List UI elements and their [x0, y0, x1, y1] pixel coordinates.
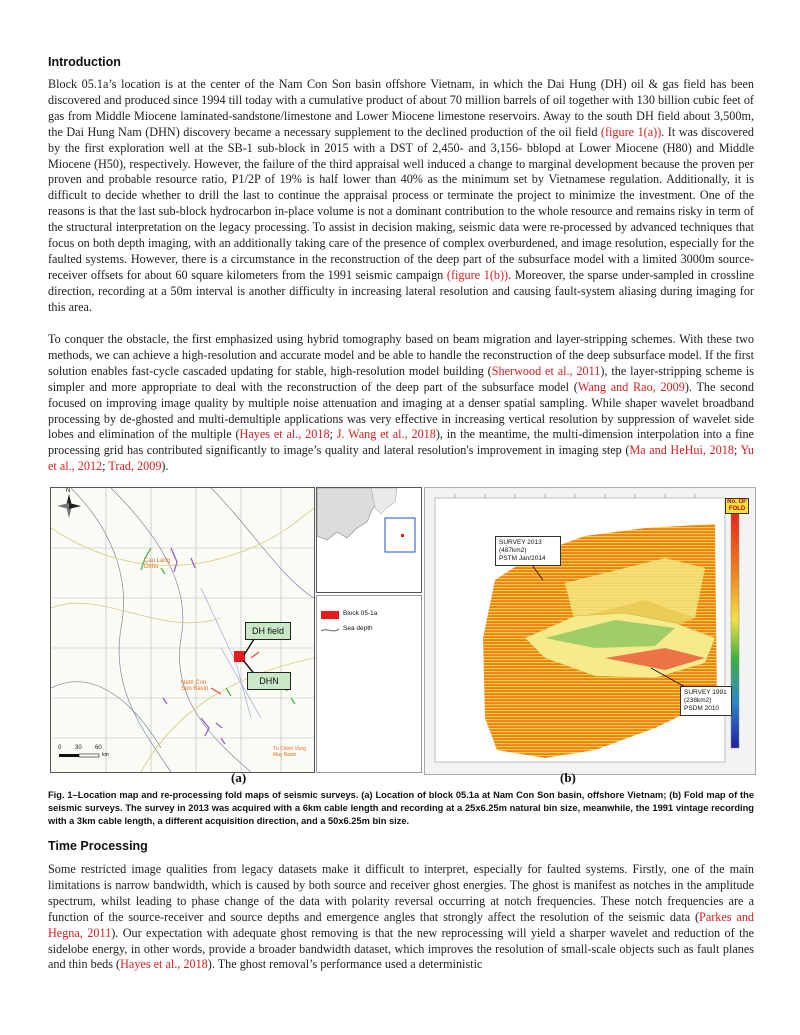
- fold-map: [424, 487, 756, 775]
- text-run: ). Our expectation with adequate ghost removing is that the new reprocessing will yield a sharper wavelet and reduction of the sidelobe energy, in other words, provide a broader bandwidth dataset, which improves the resolution of small-scale objects such as fault planes and thin beds (: [48, 925, 754, 972]
- text-run: ;: [102, 459, 109, 474]
- text-run: ;: [329, 427, 337, 442]
- time-processing-paragraph: [48, 862, 754, 973]
- text-run: ), in the meantime, the multi-dimension interpolation into a fine processing grid has contributed significantly to image’s quality and lateral resolution's improvement in imaging step (: [48, 427, 754, 458]
- figure-ref-1b[interactable]: (figure 1(b)): [446, 267, 509, 282]
- scale-label-60: 60: [95, 745, 102, 751]
- panel-b-label: (b): [560, 770, 576, 785]
- dh-field-label: DH field: [245, 622, 291, 640]
- north-label: N: [66, 488, 71, 494]
- survey-1991-line-3: PSDM 2010: [684, 705, 720, 712]
- survey-1991-line-2: (238km2): [684, 697, 712, 704]
- text-run: Block 05.1a’s location is at the center of the Nam Con Son basin offshore Vietnam, in which the Dai Hung (DH) oil & gas field has been discovered and produced since 1994 till today with a cumulative product of about 70 million barrels of oil together with 130 billion cubic feet of gas from Middle Miocene laminated-sandstone/limestone and Lower Miocene limestone reservoirs. Away to the south DH field about 3,500m, the Dai Hung Nam (DHN) discovery became a necessary supplement to the declined production of the oil field: [48, 77, 754, 139]
- figure-1: [50, 487, 754, 785]
- scale-label-0: 0: [58, 745, 62, 751]
- survey-2013-label: [495, 536, 561, 566]
- text-run: ), the layer-stripping scheme is simpler and more appropriate to deal with the reconstruction of the deep part of the subsurface model (: [48, 363, 754, 394]
- inset-map: [316, 487, 422, 593]
- citation-j-wang-2018[interactable]: J. Wang et al., 2018: [336, 427, 436, 442]
- citation-trad-2009[interactable]: Trad, 2009: [108, 459, 162, 474]
- citation-ma-hehui-2018[interactable]: Ma and HeHui, 2018: [629, 443, 734, 458]
- map-legend: [316, 595, 422, 773]
- sea-depth-line-icon: [321, 626, 339, 634]
- figure-caption: Fig. 1–Location map and re-processing fold maps of seismic surveys. (a) Location of block 05.1a at Nam Con Son basin, offshore Vietnam; (b) Fold map of the seismic surveys. The survey in 2013 was acquired with a 6km cable length and recording at a 25x6.25m natural bin size, meanwhile, the 1991 vintage recording with a 3km cable length, a different acquisition direction, and a 50x6.25m bin size.: [48, 790, 754, 827]
- citation-hayes-2018[interactable]: Hayes et al., 2018: [239, 427, 330, 442]
- section-heading-time-processing: Time Processing: [48, 839, 148, 853]
- text-run: ). The second focused on improving image quality by multiple noise attenuation and imaging at a denser spatial sampling. While shaper wavelet broadband processing by de-ghosted and multi-demultiple applications was very effective in increasing vertical resolution by suppression of wavelet side lobes and elimination of the multiple (: [48, 379, 754, 442]
- scale-unit: km: [102, 752, 109, 758]
- panel-a-label: (a): [231, 770, 247, 785]
- text-run: Some restricted image qualities from legacy datasets make it difficult to interpret, especially for faulted systems. Firstly, one of the main limitations is narrow bandwidth, which is caused by both source and receiver ghost energies. The ghost is manifest as notches in the amplitude spectrum, whilst leading to phase change of the data with polarity reversal occurring at notch frequencies. These notch frequencies are a function of the source-receiver and source depths and emergence angles that strongly affect the resolution of the seismic data (: [48, 862, 754, 924]
- survey-1991-line-1: SURVEY 1991: [684, 689, 727, 696]
- place-label-3: Tu Chinh Vung May Basin: [273, 746, 306, 758]
- citation-hayes-2018-b[interactable]: Hayes et al., 2018: [120, 957, 208, 972]
- location-map: [50, 487, 315, 773]
- legend-block-label: Block 05-1a: [343, 610, 378, 617]
- citation-parkes-hegna-2011[interactable]: Parkes and Hegna, 2011: [48, 909, 755, 940]
- dhn-label: DHN: [247, 672, 291, 690]
- intro-paragraph-2: [48, 332, 754, 475]
- text-run: . It was discovered by the first exploration well at the SB-1 sub-block in 2015 with a DST of 2,450- and 3,156- bblopd at Lower Miocene (H80) and Middle Miocene (H50), respectively. However, the failure of the third appraisal well induced a change to marginal development because the proven per proven and probable resource ratio, P1/2P of 19% is half lower than 40% as the minimum set by Vietnamese regulation. Additionally, it is difficult to decide whether to drill the last to continue the appraisal process or terminate the project to minimize the investment. One of the reasons is that the last sub-block hydrocarbon in-place volume is not a dominant contribution to the whole resource and remains risky in term of the structural interpretation on the legacy processing. To assist in decision making, seismic data were re-processed by advanced techniques that focus on both depth imaging, with an additionally taking care of the presence of complex overburdened, and image resolution, especially for the faulted systems. However, there is a circumstance in the reconstruction of the deep part of the subsurface model with a limited 3000m source-receiver offsets for about 60 square kilometers from the 1991 seismic campaign: [48, 124, 754, 282]
- scale-label-30: 30: [75, 745, 82, 751]
- section-heading-introduction: Introduction: [48, 55, 121, 69]
- fold-title: No. OF FOLD: [725, 498, 749, 514]
- scale-bar: [59, 754, 99, 757]
- citation-sherwood-2011[interactable]: Sherwood et al., 2011: [491, 363, 601, 378]
- legend-sea-depth-label: Sea depth: [343, 625, 373, 632]
- place-label-2: Nam Con Son Basin: [181, 680, 209, 692]
- intro-paragraph-1: [48, 77, 754, 316]
- survey-2013-line-3: PSTM Jan/2014: [499, 555, 546, 562]
- fold-map-graphic: [425, 488, 755, 774]
- citation-wang-rao-2009[interactable]: Wang and Rao, 2009: [577, 379, 685, 394]
- survey-2013-line-1: SURVEY 2013: [499, 539, 542, 546]
- survey-1991-label: [680, 686, 732, 716]
- fold-color-bar: [731, 514, 739, 748]
- text-run: ). The ghost removal’s performance used a deterministic: [207, 957, 483, 972]
- inset-map-graphic: [317, 488, 421, 592]
- text-run: To conquer the obstacle, the first emphasized using hybrid tomography based on beam migration and layer-stripping schemes. With these two methods, we can achieve a high-resolution and accurate model and be able to handle the reconstruction of the deep subsurface model. If the first solution enables fast-cycle cascaded updating for stable, high-resolution model building (: [48, 332, 754, 378]
- text-run: . Moreover, the sparse under-sampled in crossline direction, recording at a 50m interval is another difficulty in increasing lateral resolution and causing fault-system aliasing during imaging for this area.: [48, 267, 754, 314]
- legend-block-swatch: [321, 611, 339, 619]
- text-run: ;: [733, 443, 741, 458]
- survey-2013-line-2: (487km2): [499, 547, 527, 554]
- text-run: ).: [161, 459, 169, 474]
- place-label-1: Cau Lang Dehu: [144, 558, 171, 570]
- figure-ref-1a[interactable]: (figure 1(a)): [600, 124, 662, 139]
- citation-yu-2012[interactable]: Yu et al., 2012: [48, 443, 754, 474]
